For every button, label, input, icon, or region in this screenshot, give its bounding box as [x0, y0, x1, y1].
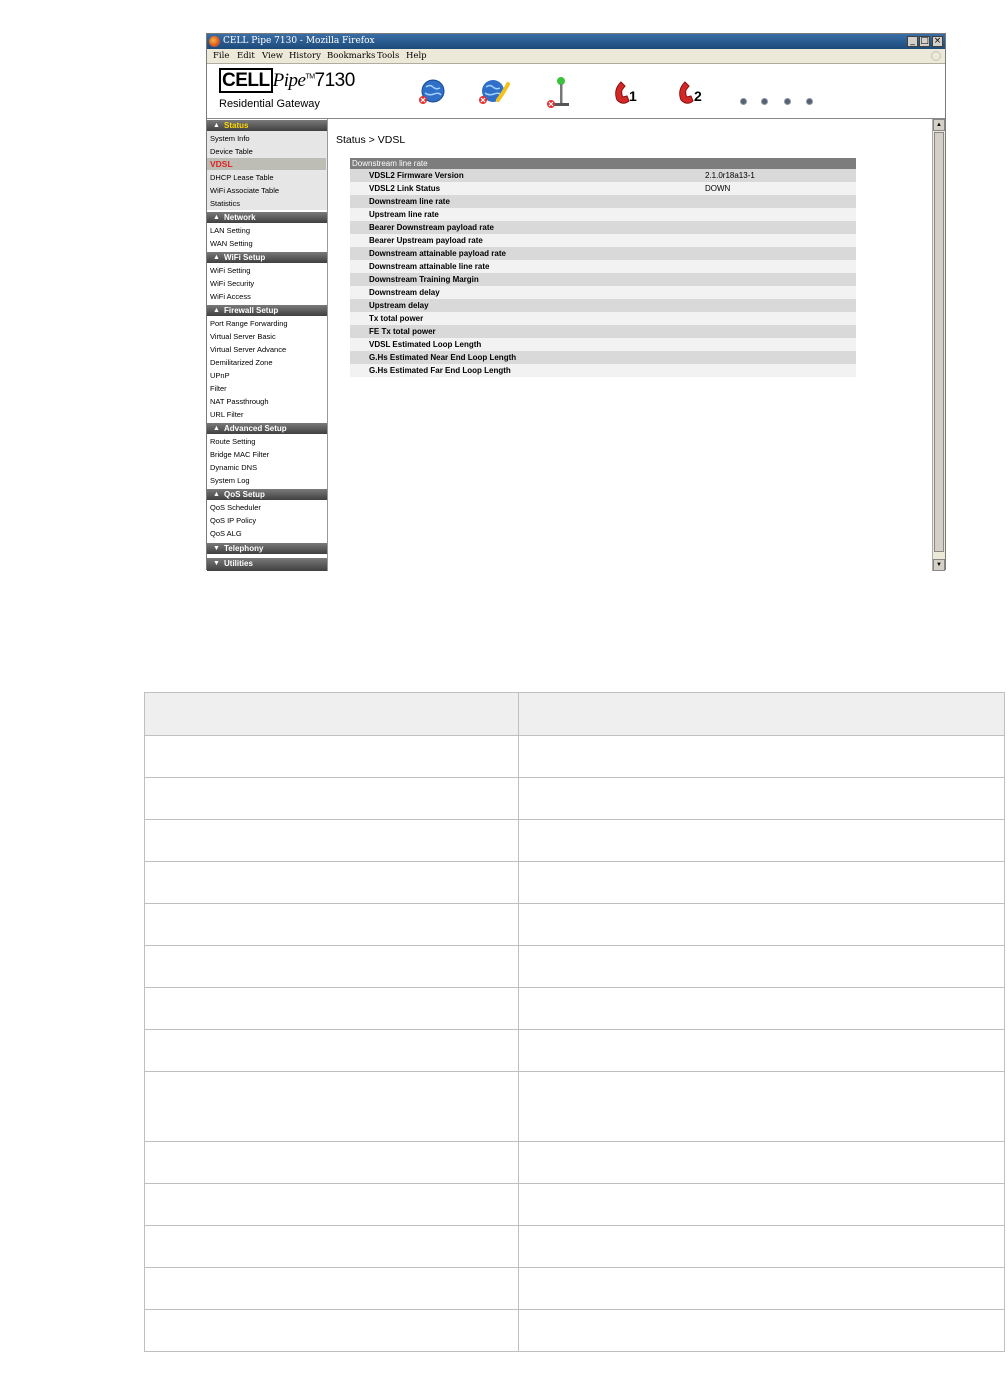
table-row	[350, 312, 856, 325]
table-cell	[145, 946, 519, 988]
chevron-down-icon: ▼	[213, 560, 220, 567]
sidebar-item-device-table[interactable]: Device Table	[210, 147, 253, 156]
menu-tools[interactable]: Tools	[377, 51, 400, 61]
table-row	[145, 862, 1005, 904]
sidebar-item-wifi-associate-table[interactable]: WiFi Associate Table	[210, 186, 280, 195]
sidebar-item-qos-scheduler[interactable]: QoS Scheduler	[210, 503, 261, 512]
phone-1-icon[interactable]	[611, 78, 643, 108]
row-label: Tx total power	[369, 314, 424, 323]
menu-view[interactable]: View	[262, 51, 284, 61]
table-cell	[519, 1184, 1005, 1226]
close-button[interactable]: ×	[933, 36, 942, 46]
sidebar-section-telephony[interactable]: ▼ Telephony	[207, 543, 327, 554]
table-cell	[145, 904, 519, 946]
row-label: Downstream Training Margin	[369, 275, 479, 284]
chevron-down-icon: ▼	[213, 545, 220, 552]
table-cell	[519, 988, 1005, 1030]
sidebar-section-firewall-setup[interactable]: ▲ Firewall Setup	[207, 305, 327, 316]
sidebar-section-network[interactable]: ▲ Network	[207, 212, 327, 223]
table-cell	[519, 778, 1005, 820]
minimize-button[interactable]: _	[907, 36, 918, 47]
browser-window	[206, 33, 946, 570]
status-led-icon	[761, 98, 768, 105]
description-table	[144, 692, 1005, 1352]
sidebar-item-virtual-server-advance[interactable]: Virtual Server Advance	[210, 345, 287, 354]
table-cell	[145, 862, 519, 904]
table-cell	[145, 1072, 519, 1142]
table-cell	[145, 1142, 519, 1184]
table-row	[145, 946, 1005, 988]
sidebar-item-route-setting[interactable]: Route Setting	[210, 437, 256, 446]
table-row	[350, 260, 856, 273]
table-cell	[519, 736, 1005, 778]
sidebar-item-upnp[interactable]: UPnP	[210, 371, 230, 380]
sidebar-item-system-info[interactable]: System Info	[210, 134, 250, 143]
table-cell	[519, 862, 1005, 904]
sidebar-item-dynamic-dns[interactable]: Dynamic DNS	[210, 463, 258, 472]
table-cell	[519, 1268, 1005, 1310]
table-row	[145, 736, 1005, 778]
table-row	[145, 1184, 1005, 1226]
internet-globe-icon[interactable]	[416, 78, 448, 110]
table-row	[350, 221, 856, 234]
sidebar-item-qos-ip-policy[interactable]: QoS IP Policy	[210, 516, 257, 525]
table-row	[350, 169, 856, 182]
chevron-up-icon: ▲	[213, 214, 220, 221]
table-cell	[519, 1072, 1005, 1142]
logo-model: 7130	[314, 70, 355, 91]
sidebar-section-advanced-setup[interactable]: ▲ Advanced Setup	[207, 423, 327, 434]
sidebar-item-vdsl[interactable]: VDSL	[210, 159, 233, 169]
sidebar-item-bridge-mac-filter[interactable]: Bridge MAC Filter	[210, 450, 270, 459]
row-label: Downstream delay	[369, 288, 440, 297]
row-label: Upstream line rate	[369, 210, 439, 219]
scroll-up-arrow-icon[interactable]: ▲	[933, 119, 945, 131]
table-row	[145, 1142, 1005, 1184]
table-cell	[145, 1184, 519, 1226]
sidebar-item-statistics[interactable]: Statistics	[210, 199, 241, 208]
table-row	[145, 1310, 1005, 1352]
sidebar-item-wifi-security[interactable]: WiFi Security	[210, 279, 255, 288]
menu-edit[interactable]: Edit	[237, 51, 255, 61]
table-row	[350, 195, 856, 208]
chevron-up-icon: ▲	[213, 122, 220, 129]
scroll-down-arrow-icon[interactable]: ▼	[933, 559, 945, 571]
table-header-row	[145, 693, 1005, 736]
table-row	[145, 1226, 1005, 1268]
column-header	[145, 693, 519, 736]
logo-tm: TM	[305, 73, 315, 81]
table-cell	[519, 1226, 1005, 1268]
phone-2-icon[interactable]	[675, 78, 707, 108]
table-row	[350, 286, 856, 299]
table-cell	[519, 1310, 1005, 1352]
antenna-icon[interactable]	[545, 76, 571, 110]
table-cell	[145, 1310, 519, 1352]
chevron-up-icon: ▲	[213, 254, 220, 261]
sidebar-item-system-log[interactable]: System Log	[210, 476, 250, 485]
table-row	[145, 1072, 1005, 1142]
sidebar-item-url-filter[interactable]: URL Filter	[210, 410, 244, 419]
sidebar-section-utilities[interactable]: ▼ Utilities	[207, 558, 327, 571]
table-header: Downstream line rate	[350, 158, 856, 169]
firefox-icon	[209, 36, 220, 47]
phone-1-label: 1	[629, 88, 637, 104]
logo-subtitle: Residential Gateway	[219, 98, 320, 110]
vdsl-status-table	[350, 158, 856, 377]
content-area	[207, 118, 945, 571]
row-value: 2.1.0r18a13-1	[705, 171, 755, 180]
row-value: DOWN	[705, 184, 731, 193]
table-cell	[145, 988, 519, 1030]
row-label: Bearer Downstream payload rate	[369, 223, 494, 232]
row-label: Downstream attainable line rate	[369, 262, 490, 271]
table-row	[350, 182, 856, 195]
menu-bar	[207, 49, 945, 64]
sidebar-item-wan-setting[interactable]: WAN Setting	[210, 239, 253, 248]
sidebar-item-qos-alg[interactable]: QoS ALG	[210, 529, 242, 538]
column-header	[519, 693, 1005, 736]
table-cell	[145, 778, 519, 820]
row-label: G.Hs Estimated Far End Loop Length	[369, 366, 511, 375]
sidebar-item-virtual-server-basic[interactable]: Virtual Server Basic	[210, 332, 276, 341]
row-label: VDSL2 Firmware Version	[369, 171, 464, 180]
menu-help[interactable]: Help	[406, 51, 427, 61]
sidebar-section-status[interactable]: ▲ Status	[207, 120, 327, 131]
logo-brand-rest: Pipe	[272, 70, 306, 91]
sidebar-item-nat-passthrough[interactable]: NAT Passthrough	[210, 397, 269, 406]
table-row	[145, 988, 1005, 1030]
row-label: VDSL2 Link Status	[369, 184, 441, 193]
cellpipe-logo	[219, 70, 355, 114]
logo-brand-box: CELL	[219, 68, 273, 93]
sidebar-item-wifi-access[interactable]: WiFi Access	[210, 292, 251, 301]
phone-2-label: 2	[694, 88, 702, 104]
table-cell	[519, 1030, 1005, 1072]
table-cell	[519, 820, 1005, 862]
vertical-scrollbar[interactable]	[932, 119, 945, 571]
status-led-icon	[806, 98, 813, 105]
sidebar-item-wifi-setting[interactable]: WiFi Setting	[210, 266, 251, 275]
row-label: VDSL Estimated Loop Length	[369, 340, 482, 349]
status-led-icon	[740, 98, 747, 105]
breadcrumb: Status > VDSL	[336, 134, 406, 146]
throbber-icon	[931, 51, 941, 61]
menu-history[interactable]: History	[289, 51, 321, 61]
table-row	[350, 364, 856, 377]
row-label: FE Tx total power	[369, 327, 436, 336]
sidebar-section-qos-setup[interactable]: ▲ QoS Setup	[207, 489, 327, 500]
chevron-up-icon: ▲	[213, 307, 220, 314]
menu-bookmarks[interactable]: Bookmarks	[327, 51, 376, 61]
chevron-up-icon: ▲	[213, 425, 220, 432]
table-row	[350, 299, 856, 312]
menu-file[interactable]: File	[213, 51, 230, 61]
table-row	[145, 820, 1005, 862]
row-label: G.Hs Estimated Near End Loop Length	[369, 353, 517, 362]
window-title: CELL Pipe 7130 - Mozilla Firefox	[223, 36, 375, 46]
table-row	[145, 778, 1005, 820]
title-bar	[207, 34, 945, 49]
sidebar-item-demilitarized-zone[interactable]: Demilitarized Zone	[210, 358, 273, 367]
table-cell	[145, 1030, 519, 1072]
main-pane	[328, 119, 932, 571]
row-label: Downstream line rate	[369, 197, 450, 206]
status-led-icon	[784, 98, 791, 105]
sidebar	[207, 119, 328, 571]
row-label: Bearer Upstream payload rate	[369, 236, 483, 245]
table-row	[145, 904, 1005, 946]
sidebar-section-wifi-setup[interactable]: ▲ WiFi Setup	[207, 252, 327, 263]
scroll-thumb[interactable]	[934, 132, 944, 552]
table-row	[350, 351, 856, 364]
network-globe-icon[interactable]	[476, 78, 512, 110]
table-row	[145, 1030, 1005, 1072]
sidebar-item-filter[interactable]: Filter	[210, 384, 227, 393]
table-cell	[519, 946, 1005, 988]
page-header	[207, 64, 945, 118]
table-row	[350, 325, 856, 338]
sidebar-item-lan-setting[interactable]: LAN Setting	[210, 226, 251, 235]
row-label: Upstream delay	[369, 301, 429, 310]
table-row	[145, 1268, 1005, 1310]
table-row	[350, 208, 856, 221]
table-row	[350, 338, 856, 351]
table-cell	[145, 1268, 519, 1310]
row-label: Downstream attainable payload rate	[369, 249, 506, 258]
table-cell	[145, 1226, 519, 1268]
table-cell	[519, 904, 1005, 946]
table-cell	[145, 736, 519, 778]
table-cell	[519, 1142, 1005, 1184]
table-cell	[145, 820, 519, 862]
maximize-button[interactable]: □	[920, 36, 929, 46]
sidebar-item-port-range-forwarding[interactable]: Port Range Forwarding	[210, 319, 288, 328]
sidebar-item-dhcp-lease-table[interactable]: DHCP Lease Table	[210, 173, 274, 182]
table-row	[350, 234, 856, 247]
chevron-up-icon: ▲	[213, 491, 220, 498]
table-row	[350, 247, 856, 260]
table-row	[350, 273, 856, 286]
